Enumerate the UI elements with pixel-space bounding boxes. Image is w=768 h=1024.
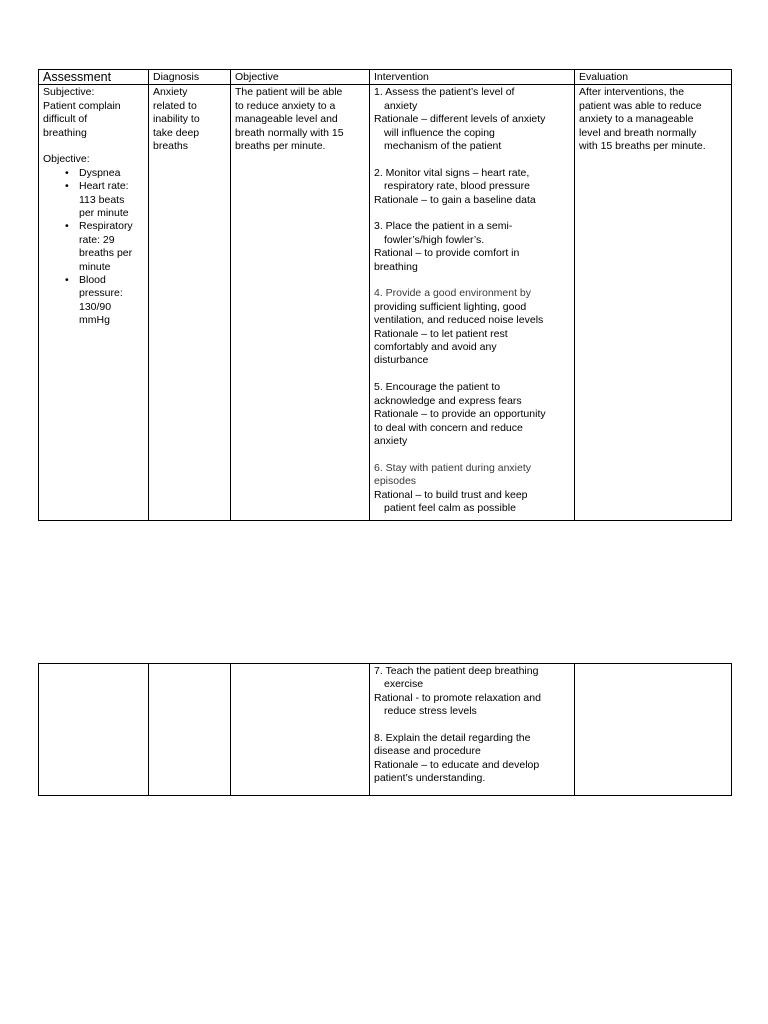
intervention-action: 2. Monitor vital signs – heart rate,	[374, 166, 530, 179]
intervention-rationale: anxiety	[374, 434, 408, 447]
intervention-rationale: Rationale – to gain a baseline data	[374, 193, 536, 206]
intervention-item	[374, 732, 570, 786]
intervention-cell-continued	[370, 664, 575, 796]
finding-item	[65, 274, 144, 328]
finding-text: breaths per	[79, 247, 133, 260]
evaluation-cell	[575, 85, 732, 521]
evaluation-text: After interventions, the	[579, 86, 685, 99]
intervention-rationale: disturbance	[374, 354, 429, 367]
finding-text: Heart rate:	[79, 180, 129, 193]
assessment-cell-empty	[39, 664, 149, 796]
objective-text: manageable level and	[235, 113, 338, 126]
finding-text: 113 beats	[79, 193, 125, 206]
finding-text: rate: 29	[79, 233, 115, 246]
header-row	[39, 70, 732, 85]
intervention-rationale: patient’s understanding.	[374, 772, 486, 785]
intervention-action: respiratory rate, blood pressure	[384, 180, 530, 193]
intervention-item	[374, 381, 570, 448]
intervention-item	[374, 287, 570, 367]
intervention-action: 1. Assess the patient’s level of	[374, 86, 515, 99]
intervention-rationale: Rational - to promote relaxation and	[374, 691, 541, 704]
evaluation-cell-empty	[575, 664, 732, 796]
finding-item	[65, 180, 144, 220]
finding-text: mmHg	[79, 314, 110, 327]
header-evaluation: Evaluation	[575, 70, 732, 85]
intervention-rationale: Rationale – to let patient rest	[374, 327, 508, 340]
intervention-action: anxiety	[384, 99, 418, 112]
finding-text: minute	[79, 260, 111, 273]
intervention-rationale: Rationale – different levels of anxiety	[374, 113, 546, 126]
finding-text: 130/90	[79, 300, 112, 313]
intervention-item	[374, 220, 570, 274]
objective-text: breath normally with 15	[235, 126, 344, 139]
bullet-icon: •	[65, 180, 69, 193]
intervention-action: 3. Place the patient in a semi-	[374, 220, 513, 233]
objective-text: to reduce anxiety to a	[235, 99, 336, 112]
diagnosis-text: related to	[153, 99, 197, 112]
assessment-cell	[39, 85, 149, 521]
intervention-rationale: reduce stress levels	[384, 705, 477, 718]
intervention-action: episodes	[374, 475, 417, 488]
header-objective: Objective	[231, 70, 370, 85]
intervention-cell	[370, 85, 575, 521]
diagnosis-text: Anxiety	[153, 86, 188, 99]
subjective-label: Subjective:	[43, 86, 95, 99]
continuation-row	[39, 664, 732, 796]
intervention-action: providing sufficient lighting, good	[374, 300, 527, 313]
intervention-action: acknowledge and express fears	[374, 394, 522, 407]
bullet-icon: •	[65, 220, 69, 233]
evaluation-text: with 15 breaths per minute.	[579, 140, 706, 153]
intervention-action: ventilation, and reduced noise levels	[374, 314, 544, 327]
intervention-action: 8. Explain the detail regarding the	[374, 732, 531, 745]
diagnosis-cell	[149, 85, 231, 521]
intervention-rationale: breathing	[374, 260, 418, 273]
content-row	[39, 85, 732, 521]
objective-cell-empty	[231, 664, 370, 796]
finding-text: pressure:	[79, 287, 123, 300]
diagnosis-text: inability to	[153, 113, 200, 126]
subjective-text: breathing	[43, 126, 87, 139]
intervention-rationale: comfortably and avoid any	[374, 341, 497, 354]
intervention-action: 6. Stay with patient during anxiety	[374, 461, 532, 474]
diagnosis-cell-empty	[149, 664, 231, 796]
evaluation-text: anxiety to a manageable	[579, 113, 694, 126]
objective-cell	[231, 85, 370, 521]
intervention-rationale: patient feel calm as possible	[384, 501, 516, 514]
finding-text: Respiratory	[79, 220, 133, 233]
objective-label: Objective:	[43, 153, 90, 166]
intervention-rationale: mechanism of the patient	[384, 140, 502, 153]
subjective-text: Patient complain	[43, 99, 121, 112]
intervention-item	[374, 167, 570, 207]
finding-item	[65, 220, 144, 274]
intervention-rationale: will influence the coping	[384, 126, 495, 139]
intervention-rationale: Rational – to provide comfort in	[374, 247, 520, 260]
intervention-rationale: Rational – to build trust and keep	[374, 488, 528, 501]
intervention-action: fowler’s/high fowler’s.	[384, 233, 485, 246]
intervention-action: 4. Provide a good environment by	[374, 287, 532, 300]
header-assessment: Assessment	[39, 70, 149, 85]
finding-text: Dyspnea	[79, 166, 121, 179]
intervention-item	[374, 462, 570, 516]
intervention-rationale: to deal with concern and reduce	[374, 421, 523, 434]
intervention-rationale: Rationale – to provide an opportunity	[374, 408, 546, 421]
objective-text: breaths per minute.	[235, 140, 326, 153]
finding-text: per minute	[79, 207, 129, 220]
intervention-action: exercise	[384, 678, 424, 691]
intervention-item	[374, 665, 570, 719]
evaluation-text: patient was able to reduce	[579, 99, 702, 112]
finding-text: Blood	[79, 274, 106, 287]
intervention-item	[374, 86, 570, 153]
header-intervention: Intervention	[370, 70, 575, 85]
diagnosis-text: breaths	[153, 140, 189, 153]
bullet-icon: •	[65, 166, 69, 179]
subjective-text: difficult of	[43, 113, 88, 126]
intervention-action: 7. Teach the patient deep breathing	[374, 665, 539, 677]
diagnosis-text: take deep	[153, 126, 200, 139]
finding-item	[65, 167, 144, 180]
header-diagnosis: Diagnosis	[149, 70, 231, 85]
intervention-action: 5. Encourage the patient to	[374, 381, 501, 394]
intervention-rationale: Rationale – to educate and develop	[374, 758, 540, 771]
intervention-action: disease and procedure	[374, 745, 481, 758]
nursing-care-plan-continuation-table	[38, 663, 732, 796]
evaluation-text: level and breath normally	[579, 126, 697, 139]
nursing-care-plan-table	[38, 69, 732, 521]
objective-text: The patient will be able	[235, 86, 343, 99]
objective-findings-list	[43, 167, 144, 328]
bullet-icon: •	[65, 274, 69, 287]
